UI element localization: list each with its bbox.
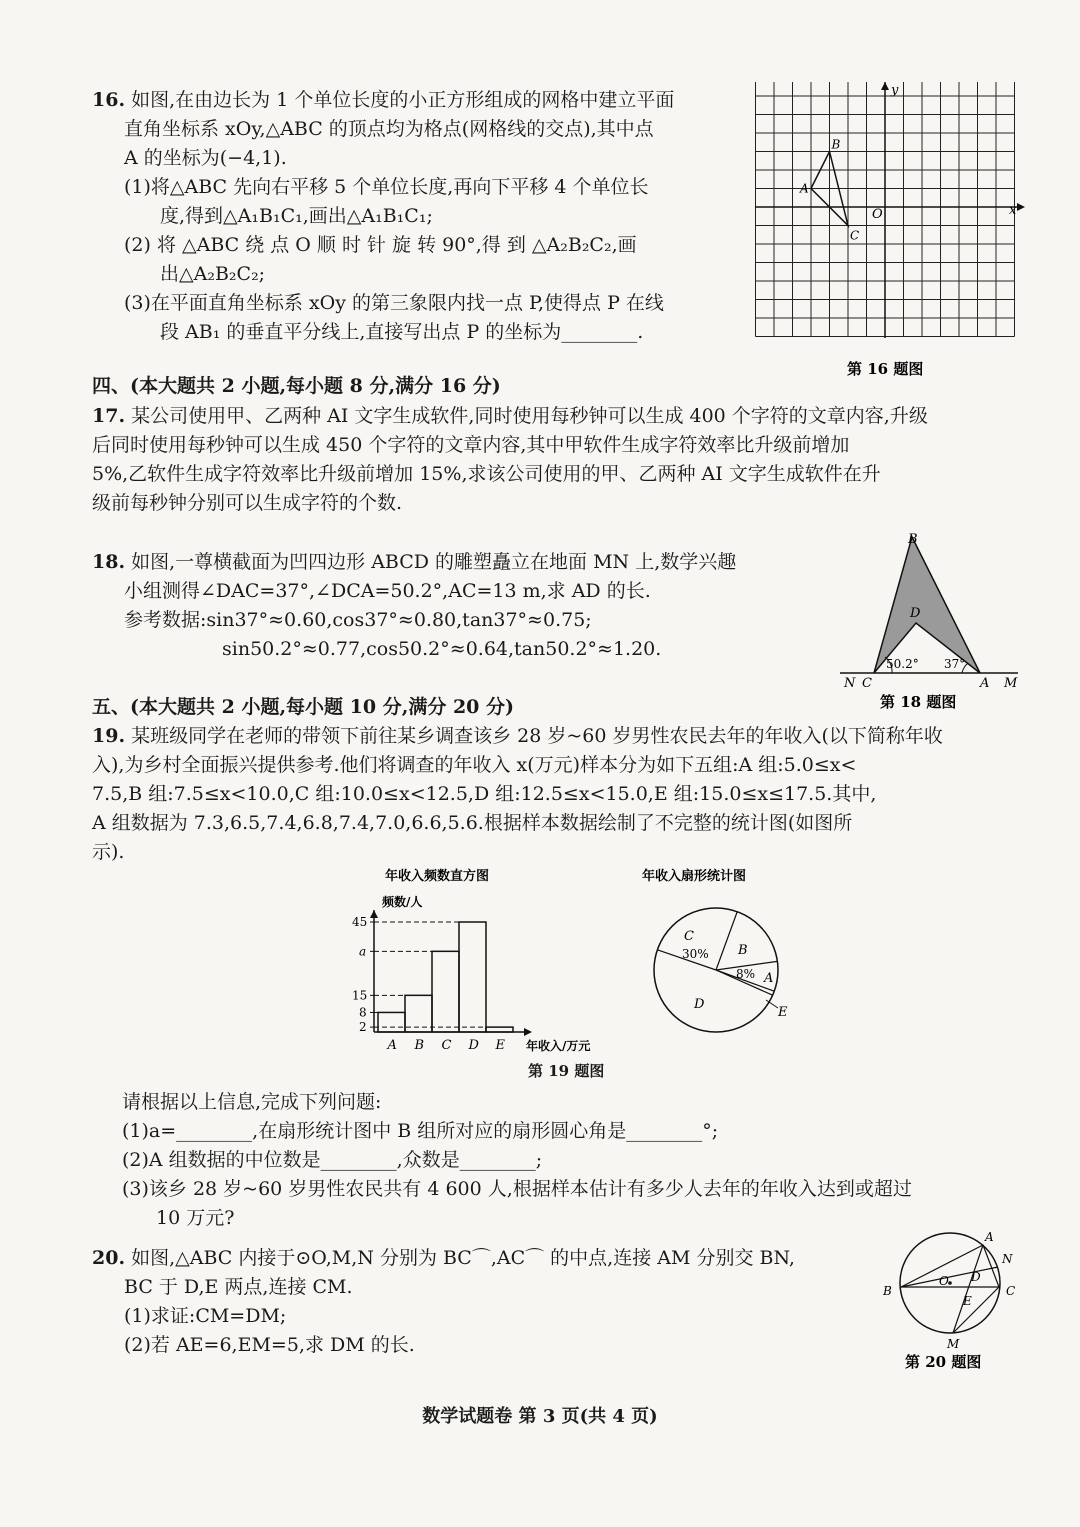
q16-part-3: (3)在平面直角坐标系 xOy 的第三象限内找一点 P,使得点 P 在线 xyxy=(124,292,664,314)
q20-label-d: D xyxy=(971,1270,981,1284)
pie-percent-c: 30% xyxy=(682,947,709,961)
q20-line-1: 如图,△ABC 内接于⊙O,M,N 分别为 BC⌒,AC⌒ 的中点,连接 AM 分别交 BN, xyxy=(131,1247,795,1269)
q19-number: 19. xyxy=(92,725,126,747)
q16-label-c: C xyxy=(850,228,860,243)
q18-line-2: 小组测得∠DAC=37°,∠DCA=50.2°,AC=13 m,求 AD 的长. xyxy=(124,580,651,602)
q19-line-3: 7.5,B 组:7.5≤x<10.0,C 组:10.0≤x<12.5,D 组:12.5≤x<15.0,E 组:15.0≤x≤17.5.其中, xyxy=(92,783,877,805)
q18-reference-2: sin50.2°≈0.77,cos50.2°≈0.64,tan50.2°≈1.20. xyxy=(222,638,662,660)
histogram-y-arrow xyxy=(370,910,378,918)
pie-title: 年收入扇形统计图 xyxy=(642,869,747,884)
histogram-ylabel: 频数/人 xyxy=(382,895,423,909)
histogram-ytick-label: 2 xyxy=(359,1020,367,1035)
q20-label-o: O xyxy=(939,1274,949,1288)
q20-number: 20. xyxy=(92,1247,126,1269)
q16-x-label: x xyxy=(1009,203,1017,218)
q16-y-label: y xyxy=(891,83,899,98)
histogram-category-label: B xyxy=(414,1038,425,1053)
q16-part-2: (2) 将 △ABC 绕 点 O 顺 时 针 旋 转 90°,得 到 △A₂B₂C₂,画 xyxy=(124,234,637,256)
q20-label-b: B xyxy=(883,1284,892,1298)
q16-line-2: 直角坐标系 xOy,△ABC 的顶点均为格点(网格线的交点),其中点 xyxy=(124,118,654,140)
q20-label-e: E xyxy=(963,1294,972,1308)
pie-label-c: C xyxy=(684,929,694,944)
q17-line-3: 5%,乙软件生成字符效率比升级前增加 15%,求该公司使用的甲、乙两种 AI 文字生成软件在升 xyxy=(92,463,881,485)
histogram-bar-c xyxy=(432,951,459,1032)
histogram-ytick-label: a xyxy=(359,944,367,959)
q20-caption: 第 20 题图 xyxy=(905,1353,982,1371)
q16-y-arrow xyxy=(881,82,889,90)
q16-grid-figure xyxy=(755,82,1025,382)
pie-label-d: D xyxy=(694,997,705,1012)
page-footer: 数学试题卷 第 3 页(共 4 页) xyxy=(422,1406,658,1427)
q20-label-c: C xyxy=(1006,1284,1016,1298)
q20-part-1: (1)求证:CM=DM; xyxy=(124,1305,287,1327)
q16-part-1-cont: 度,得到△A₁B₁C₁,画出△A₁B₁C₁; xyxy=(160,205,433,227)
histogram-category-label: C xyxy=(441,1038,452,1053)
q16-number: 16. xyxy=(92,89,126,111)
q16-part-3-cont: 段 AB₁ 的垂直平分线上,直接写出点 P 的坐标为________. xyxy=(160,321,644,343)
q20-part-2: (2)若 AE=6,EM=5,求 DM 的长. xyxy=(124,1334,415,1356)
q17-line-2: 后同时使用每秒钟可以生成 450 个字符的文章内容,其中甲软件生成字符效率比升级前增加 xyxy=(92,434,850,456)
q19-caption: 第 19 题图 xyxy=(528,1062,605,1080)
q18-label-b: B xyxy=(908,532,918,547)
histogram-x-arrow xyxy=(524,1028,532,1036)
histogram-category-label: A xyxy=(387,1038,397,1053)
q20-block xyxy=(92,1244,795,1360)
histogram-bar-d xyxy=(459,922,486,1032)
histogram-ytick-label: 15 xyxy=(352,988,368,1003)
q17-number: 17. xyxy=(92,405,126,427)
q16-caption: 第 16 题图 xyxy=(847,360,924,378)
q18-label-n: N xyxy=(844,676,856,691)
q16-line-1: 如图,在由边长为 1 个单位长度的小正方形组成的网格中建立平面 xyxy=(131,89,675,111)
q18-quadrilateral-abcd xyxy=(874,537,980,673)
q18-line-1: 如图,一尊横截面为凹四边形 ABCD 的雕塑矗立在地面 MN 上,数学兴趣 xyxy=(131,551,737,573)
q16-label-b: B xyxy=(831,137,841,152)
section-4-heading: 四、(本大题共 2 小题,每小题 8 分,满分 16 分) xyxy=(92,375,501,397)
histogram-bar-a xyxy=(378,1012,405,1032)
q20-figure xyxy=(875,1215,1035,1380)
q18-reference-1: 参考数据:sin37°≈0.60,cos37°≈0.80,tan37°≈0.75; xyxy=(124,609,592,631)
q18-label-m: M xyxy=(1004,676,1018,691)
pie-label-e: E xyxy=(778,1005,788,1020)
pie-label-b: B xyxy=(738,943,748,958)
q18-label-a: A xyxy=(980,676,990,691)
histogram-bar-e xyxy=(486,1027,513,1032)
q20-line-2: BC 于 D,E 两点,连接 CM. xyxy=(124,1276,353,1298)
q18-angle-a: 37° xyxy=(944,657,966,671)
q19-line-2: 入),为乡村全面振兴提供参考.他们将调查的年收入 x(万元)样本分为如下五组:A 组:5.0≤x< xyxy=(92,754,857,776)
q20-label-m: M xyxy=(947,1337,960,1351)
histogram-ytick-label: 45 xyxy=(352,915,368,929)
q16-origin-label: O xyxy=(872,207,883,222)
q20-triangle-abc xyxy=(901,1245,999,1287)
q20-label-n: N xyxy=(1002,1252,1013,1266)
q18-figure xyxy=(840,525,1030,715)
q19-line-1: 某班级同学在老师的带领下前往某乡调查该乡 28 岁~60 岁男性农民去年的年收入(以下简称年收 xyxy=(131,725,943,747)
q16-x-arrow xyxy=(1017,203,1025,211)
histogram-xlabel: 年收入/万元 xyxy=(526,1039,591,1053)
histogram-title: 年收入频数直方图 xyxy=(385,869,490,884)
q19-sub-3: (3)该乡 28 岁~60 岁男性农民共有 4 600 人,根据样本估计有多少人去年的年收入达到或超过 xyxy=(122,1178,912,1200)
histogram-category-label: D xyxy=(468,1038,479,1053)
q19-questions xyxy=(122,1088,912,1233)
q18-label-c: C xyxy=(862,676,872,691)
section-5-heading: 五、(本大题共 2 小题,每小题 10 分,满分 20 分) xyxy=(92,696,514,718)
q19-sub-1: (1)a=________,在扇形统计图中 B 组所对应的扇形圆心角是________°; xyxy=(122,1120,719,1142)
q17-line-1: 某公司使用甲、乙两种 AI 文字生成软件,同时使用每秒钟可以生成 400 个字符的文章内容,升级 xyxy=(131,405,928,427)
q17-block xyxy=(92,402,928,518)
q18-angle-c: 50.2° xyxy=(886,657,919,671)
pie-label-a: A xyxy=(764,971,774,986)
pie-radius xyxy=(716,912,737,970)
q19-histogram xyxy=(330,862,630,1062)
q17-line-4: 级前每秒钟分别可以生成字符的个数. xyxy=(92,492,403,514)
q16-part-2-cont: 出△A₂B₂C₂; xyxy=(160,263,266,285)
q18-number: 18. xyxy=(92,551,126,573)
q18-caption: 第 18 题图 xyxy=(880,693,957,711)
histogram-ytick-label: 8 xyxy=(359,1005,367,1020)
q19-pie-chart xyxy=(630,862,810,1042)
q19-sub-3-cont: 10 万元? xyxy=(156,1207,235,1229)
pie-percent-a: 8% xyxy=(736,967,756,981)
histogram-bar-b xyxy=(405,995,432,1032)
q19-prompt: 请根据以上信息,完成下列问题: xyxy=(122,1091,382,1113)
q16-part-1: (1)将△ABC 先向右平移 5 个单位长度,再向下平移 4 个单位长 xyxy=(124,176,649,198)
q18-label-d: D xyxy=(910,606,921,621)
q19-block xyxy=(92,722,943,867)
q20-label-a: A xyxy=(985,1230,994,1244)
histogram-category-label: E xyxy=(495,1038,505,1053)
q19-line-4: A 组数据为 7.3,6.5,7.4,6.8,7.4,7.0,6.6,5.6.根据样本数据绘制了不完整的统计图(如图所 xyxy=(92,812,853,834)
q16-line-3: A 的坐标为(−4,1). xyxy=(124,147,287,169)
q16-block xyxy=(92,86,674,347)
q18-block xyxy=(92,548,736,664)
q19-line-5: 示). xyxy=(92,841,125,863)
q19-sub-2: (2)A 组数据的中位数是________,众数是________; xyxy=(122,1149,543,1171)
q16-label-a: A xyxy=(800,181,809,196)
